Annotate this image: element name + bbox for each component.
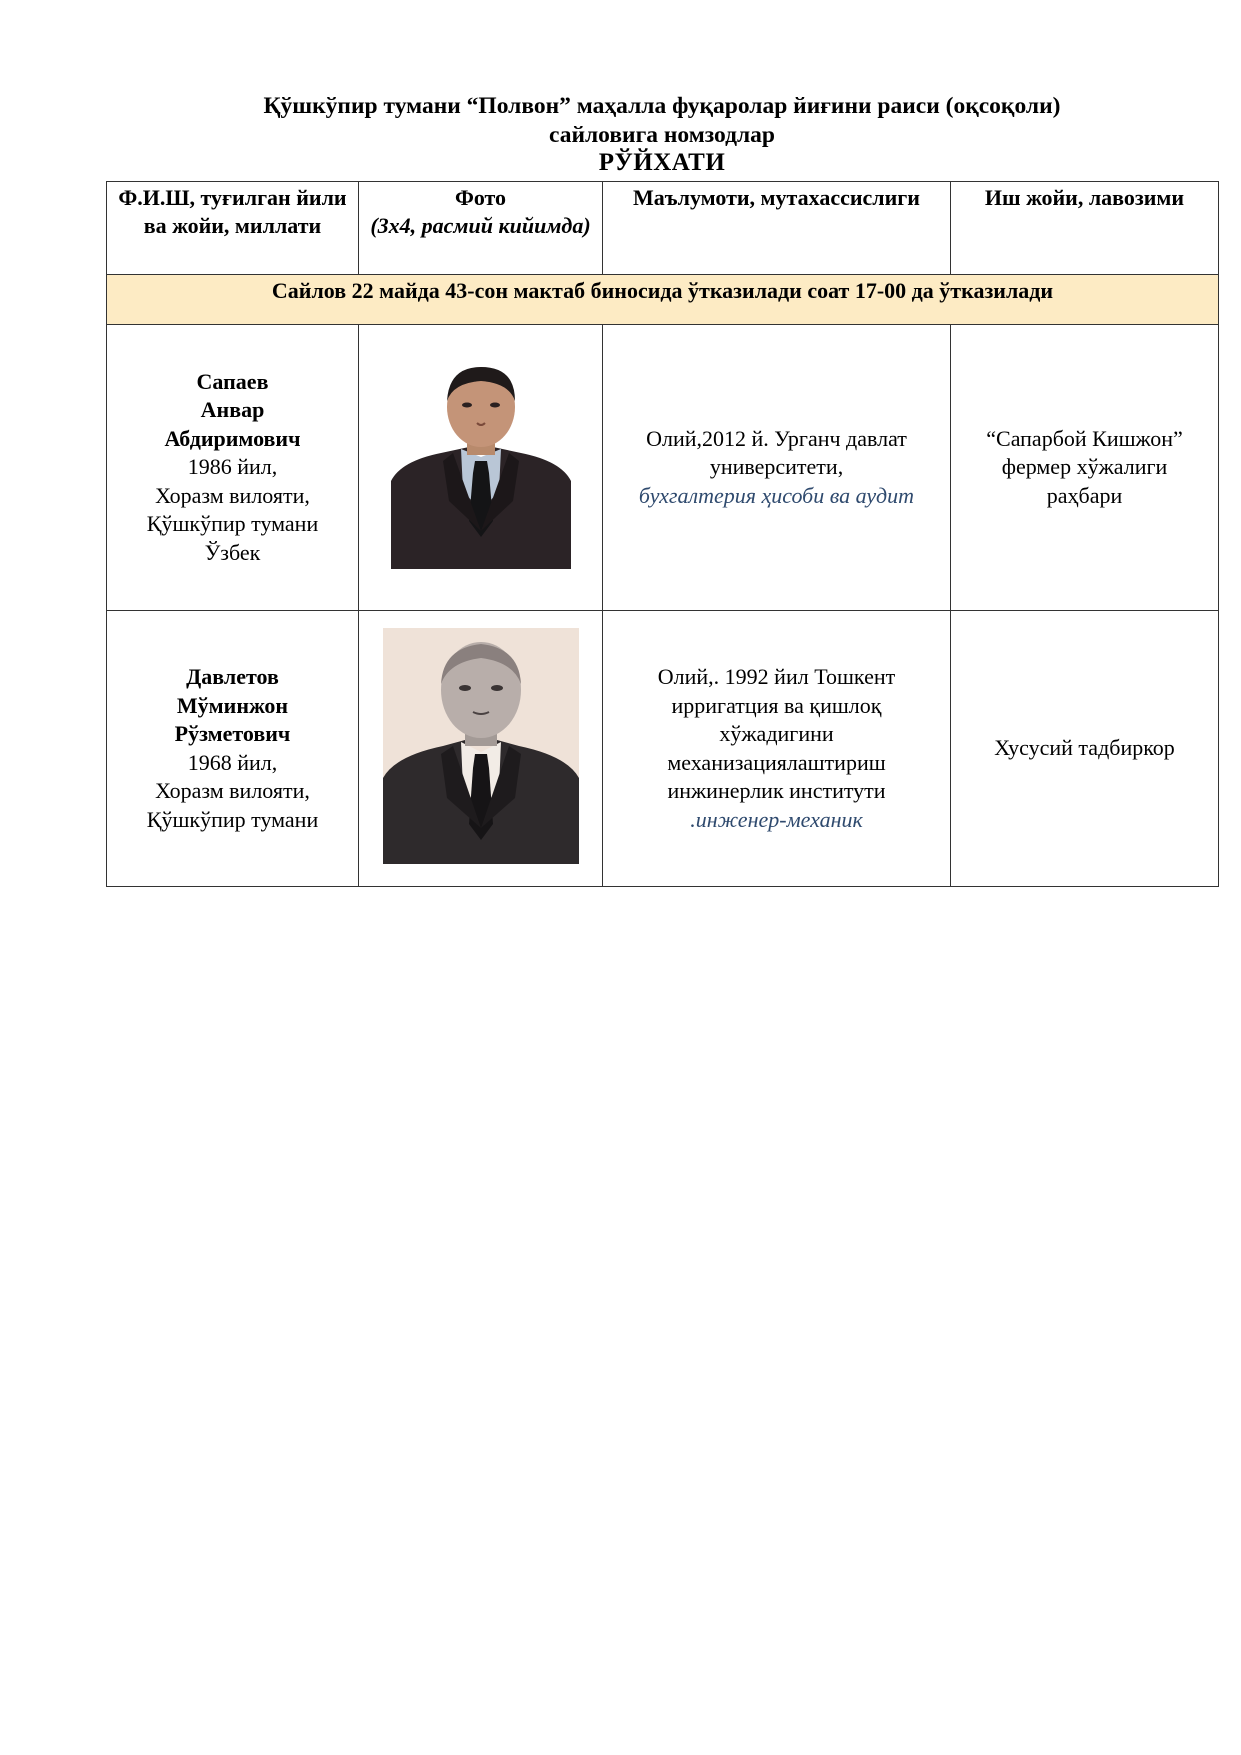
candidate-info — [107, 611, 359, 887]
title-line-3: РЎЙХАТИ — [598, 149, 726, 176]
candidate-nationality: Ўзбек — [204, 539, 261, 565]
workplace-line: “Сапарбой Кишжон” — [986, 425, 1183, 451]
education-line: ирригатция ва қишлоқ — [671, 692, 882, 718]
candidate-education — [603, 611, 951, 887]
workplace-line: фермер хўжалиги — [1001, 454, 1168, 480]
candidate-education — [603, 325, 951, 611]
candidate-region: Хоразм вилояти, — [155, 482, 310, 508]
candidate-specialty: .инженер-механик — [690, 806, 863, 832]
workplace-line: Хусусий тадбиркор — [994, 735, 1175, 761]
election-notice: Сайлов 22 майда 43-сон мактаб биносида ўтказилади соат 17-00 да ўтказилади — [107, 275, 1219, 325]
candidate-photo-cell — [359, 611, 603, 887]
header-photo-sublabel: (3х4, расмий кийимда) — [370, 213, 591, 238]
header-name-birth-label: Ф.И.Ш, туғилган йили ва жойи, миллати — [118, 185, 347, 238]
education-line: Олий,. 1992 йил Тошкент — [657, 664, 896, 689]
candidate-surname: Сапаев — [196, 368, 269, 394]
candidate-first-name: Мўминжон — [176, 692, 289, 718]
candidate-region: Хоразм вилояти, — [155, 778, 310, 803]
candidate-district: Қўшкўпир тумани — [146, 806, 319, 832]
candidate-specialty: бухгалтерия ҳисоби ва аудит — [638, 482, 915, 508]
header-education-label: Маълумоти, мутахассислиги — [633, 185, 920, 210]
candidate-workplace — [951, 611, 1219, 887]
title-line-2: сайловига номзодлар — [548, 122, 775, 148]
candidate-photo-cell — [359, 325, 603, 611]
education-line: инжинерлик институти — [667, 778, 886, 803]
candidate-photo — [391, 361, 571, 574]
candidate-patronymic: Рўзметович — [174, 721, 291, 746]
header-education — [603, 182, 951, 275]
candidate-patronymic: Абдиримович — [164, 425, 301, 451]
header-name-birth — [107, 182, 359, 275]
education-line: университети, — [709, 454, 844, 480]
table-header-row — [107, 182, 1219, 275]
education-line: Олий,2012 й. Урганч давлат — [646, 425, 907, 451]
candidate-photo — [383, 628, 579, 869]
header-workplace-label: Иш жойи, лавозими — [984, 185, 1185, 210]
education-line: механизациялаштириш — [667, 749, 886, 775]
workplace-line: раҳбари — [1046, 482, 1123, 508]
candidate-birth-year: 1968 йил, — [187, 749, 278, 775]
candidate-surname: Давлетов — [186, 664, 279, 689]
header-workplace — [951, 182, 1219, 275]
header-photo-label: Фото — [454, 185, 507, 210]
candidate-info — [107, 325, 359, 611]
document-title — [106, 90, 1218, 177]
candidate-first-name: Анвар — [200, 397, 265, 423]
candidate-birth-year: 1986 йил, — [187, 454, 278, 480]
election-notice-row — [107, 275, 1219, 325]
candidate-workplace — [951, 325, 1219, 611]
title-line-1: Қўшкўпир тумани “Полвон” маҳалла фуқаролар йиғини раиси (оқсоқоли) — [263, 93, 1061, 119]
table-row — [107, 611, 1219, 887]
table-row — [107, 325, 1219, 611]
candidate-district: Қўшкўпир тумани — [146, 511, 319, 537]
candidates-table — [106, 181, 1219, 887]
education-line: хўжадигини — [719, 721, 834, 746]
header-photo — [359, 182, 603, 275]
